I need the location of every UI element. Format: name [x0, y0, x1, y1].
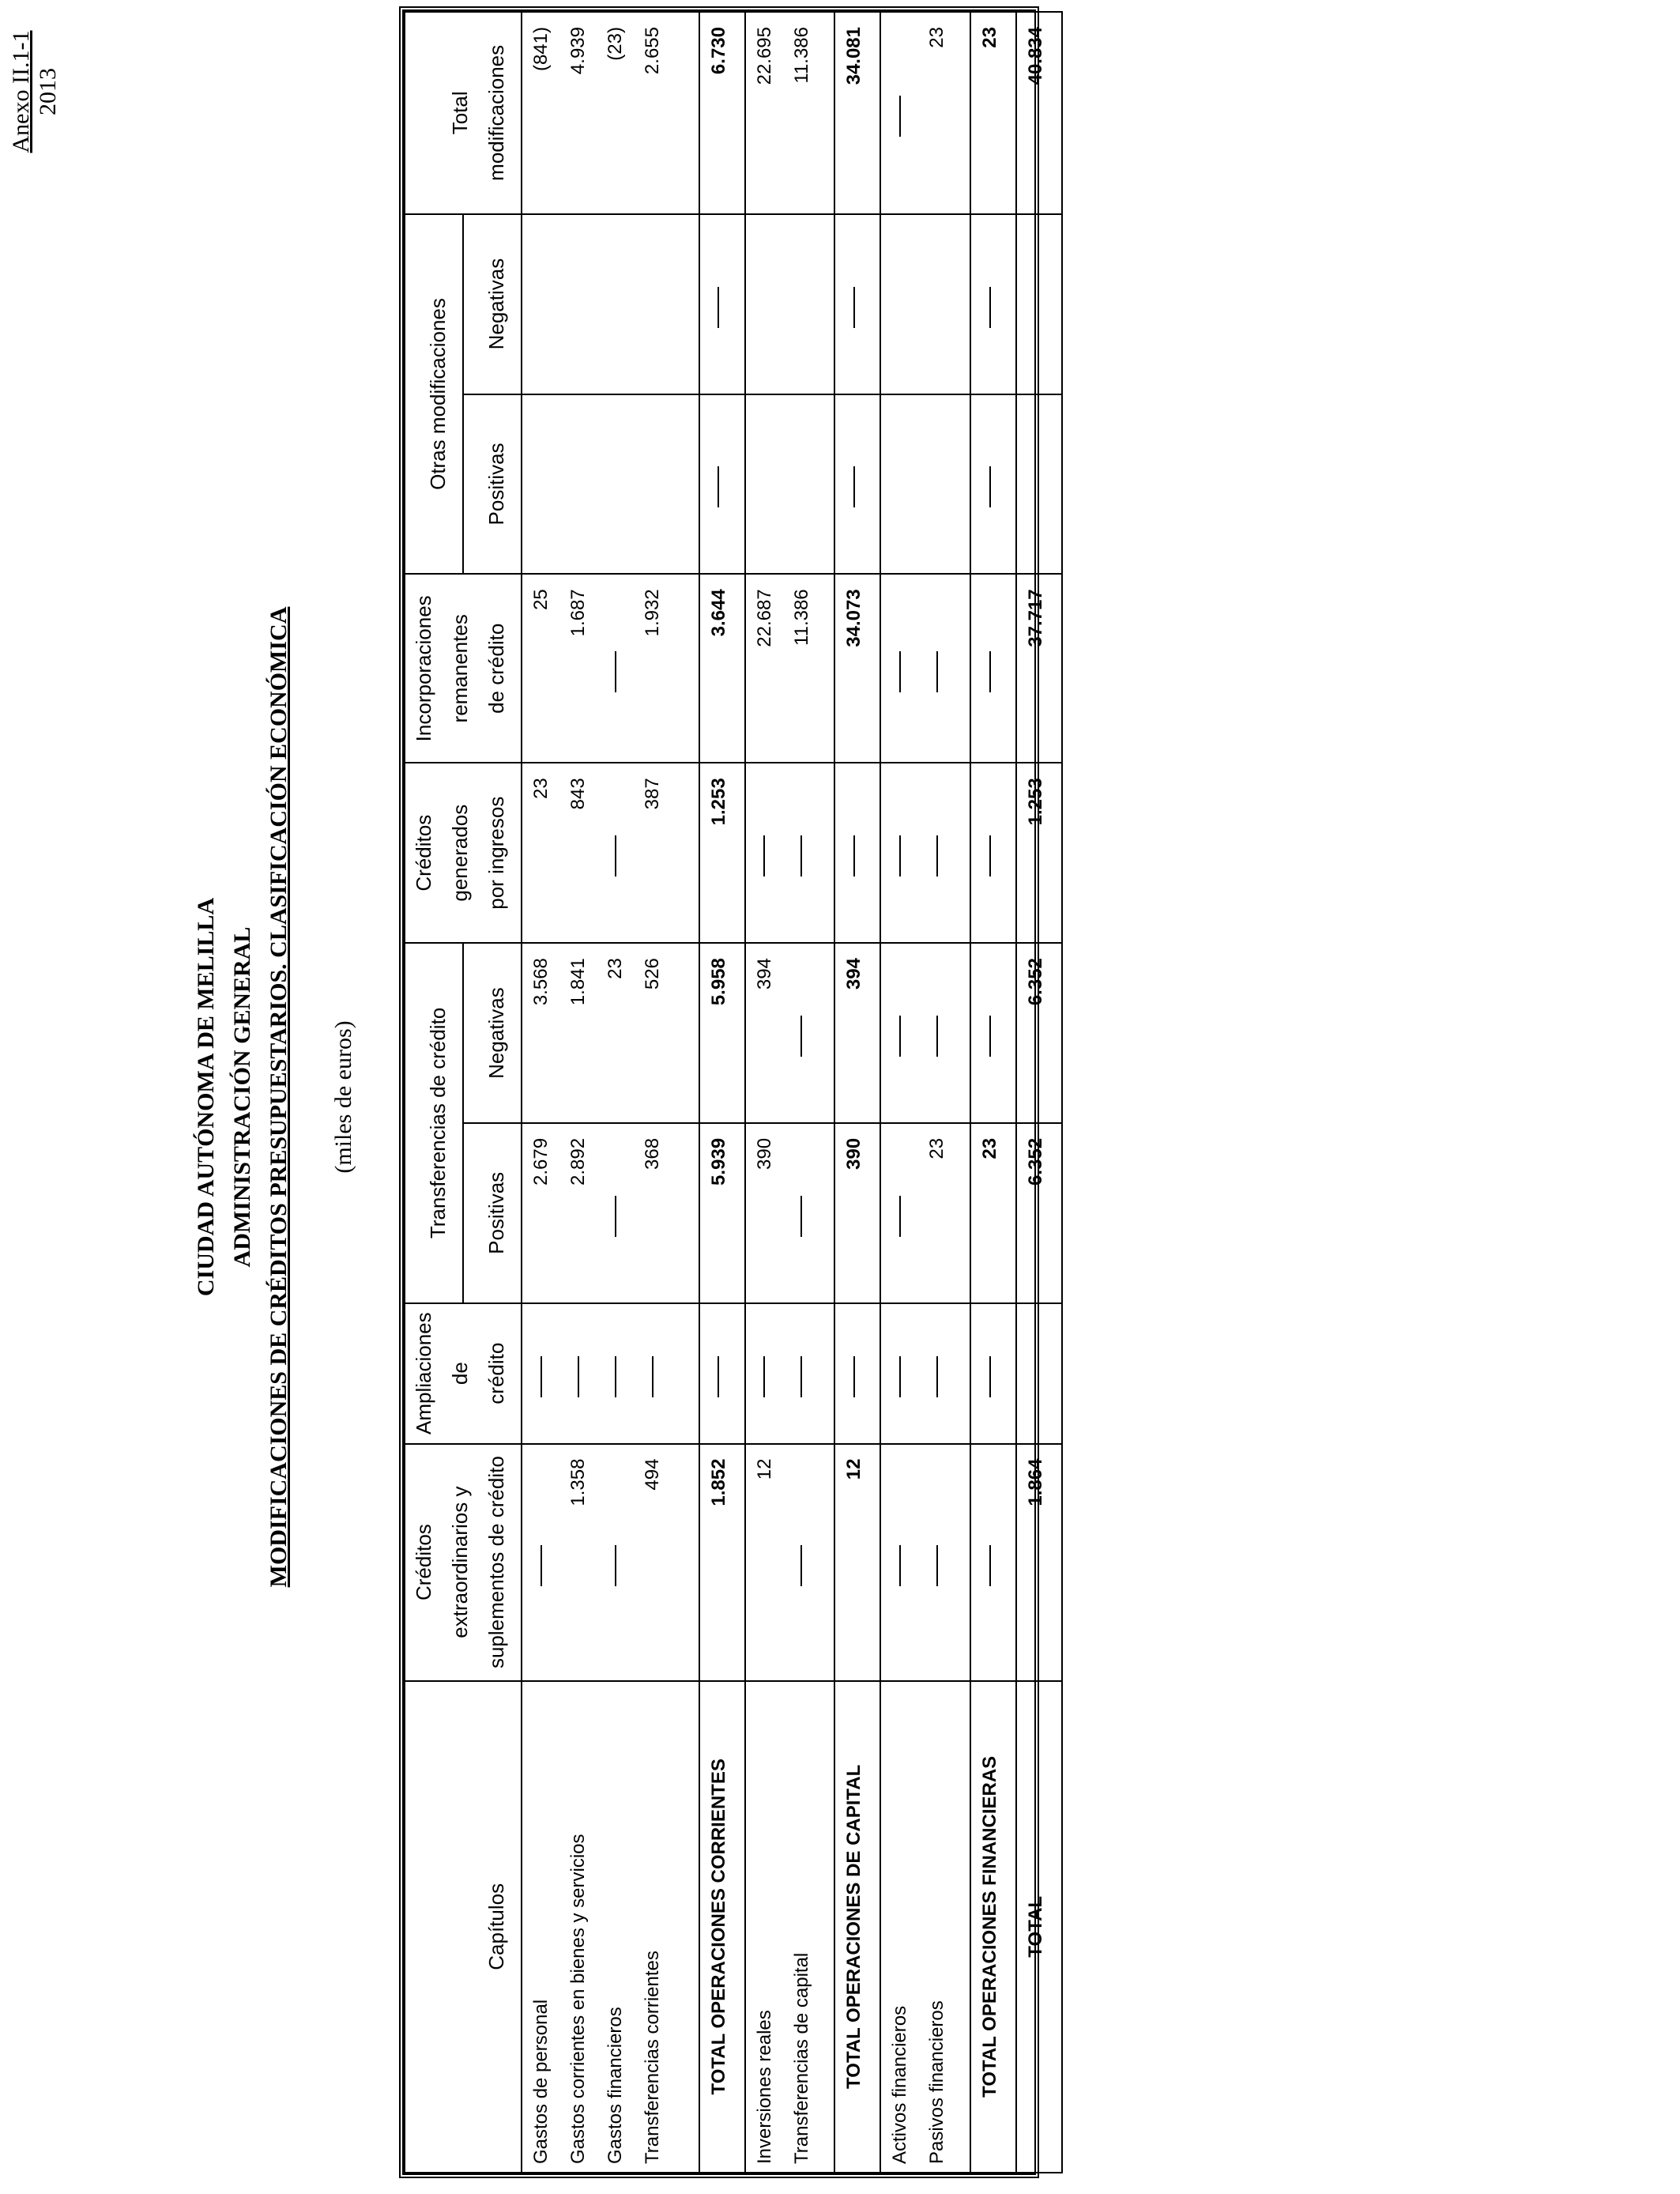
subtotal-value: 34.073: [843, 589, 865, 647]
col-ampliaciones: [745, 1303, 835, 1444]
col-incorporaciones: [522, 574, 699, 763]
subtotal-value-empty: [835, 409, 872, 566]
col-ampliaciones: [880, 1303, 970, 1444]
dash-mark: [853, 1356, 855, 1397]
col-cred_ext: [880, 1444, 970, 1681]
header-generados: [405, 763, 522, 943]
dash-mark: [989, 651, 991, 692]
subtotal-label: [699, 1681, 745, 2173]
subtotal-value: 6.730: [707, 27, 729, 75]
header-otras-text: Otras modificaciones: [426, 298, 450, 490]
subtotal-value: 394: [843, 958, 865, 990]
header-transf-positivas-text: Positivas: [484, 1171, 508, 1254]
col-otras-pos: [745, 394, 835, 575]
grand-total-row: [1016, 12, 1062, 2173]
subtotal-value: 5.958: [707, 958, 729, 1006]
dash-mark: [718, 287, 719, 328]
dash-mark: [800, 1016, 802, 1057]
dash-mark: [989, 835, 991, 876]
cell-cred_ext: 494: [642, 1458, 663, 1491]
col-otras-pos: [522, 394, 699, 575]
cell-incorporaciones-empty: [918, 589, 955, 754]
cell-total: (841): [530, 27, 552, 72]
col-otras-pos: [880, 394, 970, 575]
header-capitulos-text: Capítulos: [484, 1883, 508, 1970]
col-transf_neg: [880, 943, 970, 1123]
cell-ampliaciones-empty: [559, 1318, 597, 1435]
header-amp-3: crédito: [484, 1342, 508, 1404]
subtotal-value: 34.081: [843, 27, 865, 85]
cell-incorporaciones: 1.932: [642, 589, 663, 637]
detail-labels: [522, 1681, 699, 2173]
header-creditos-extraordinarios: [405, 1444, 522, 1681]
dash-mark: [1034, 466, 1036, 507]
header-ce-1: Créditos: [412, 1524, 435, 1601]
subtotal-total: [1016, 12, 1062, 214]
cell-incorporaciones-empty: [597, 589, 634, 754]
subtotal-total: [699, 12, 745, 214]
cell-generados-empty: [746, 778, 783, 934]
subtotal-cred_ext: [970, 1444, 1016, 1681]
subtotal-row: [699, 12, 745, 2173]
dash-mark: [899, 1016, 901, 1057]
annex-year: 2013: [35, 68, 61, 115]
subtotal-value: 40.834: [1024, 27, 1046, 85]
cell-ampliaciones-empty: [522, 1318, 559, 1435]
dash-mark: [853, 466, 855, 507]
document-title-block: [188, 0, 297, 2194]
col-generados: [522, 763, 699, 943]
subtotal-value: 37.717: [1024, 589, 1046, 647]
subtotal-ampliaciones: [834, 1303, 880, 1444]
header-otras-negativas: [463, 214, 522, 394]
cell-incorporaciones: 25: [530, 589, 552, 611]
cell-transf_pos: 390: [753, 1137, 775, 1170]
detail-labels: [745, 1681, 835, 2173]
subtotal-value-empty: [971, 589, 1008, 754]
col-incorporaciones: [745, 574, 835, 763]
detail-rows-financieras: [880, 12, 970, 2173]
cell-cred_ext-empty: [522, 1459, 559, 1672]
cell-ampliaciones-empty: [634, 1318, 671, 1435]
subtotal-incorporaciones: [699, 574, 745, 763]
dash-mark: [1034, 287, 1036, 328]
dash-mark: [652, 1356, 654, 1397]
dash-mark: [989, 1016, 991, 1057]
annex-label: Anexo II.1-1: [8, 30, 34, 153]
subtotal-ampliaciones: [970, 1303, 1016, 1444]
dash-mark: [800, 1356, 802, 1397]
cell-total: 23: [926, 27, 948, 48]
col-otras-neg: [880, 214, 970, 394]
subtotal-otras_pos: [834, 394, 880, 575]
cell-cred_ext: 12: [753, 1458, 775, 1480]
subtotal-label: [970, 1681, 1016, 2173]
header-inc-1: Incorporaciones: [412, 595, 435, 742]
header-inc-3: de crédito: [484, 623, 508, 714]
subtotal-value-empty: [971, 1459, 1008, 1672]
subtotal-value: 12: [843, 1458, 865, 1480]
title-line-1: CIUDAD AUTÓNOMA DE MELILLA: [193, 897, 219, 1297]
cell-generados-empty: [881, 778, 918, 934]
subtotal-incorporaciones: [970, 574, 1016, 763]
subtotal-otras_pos: [970, 394, 1016, 575]
header-otras-positivas-text: Positivas: [484, 443, 508, 526]
cell-transf_pos: 368: [642, 1137, 663, 1170]
header-inc-2: remanentes: [448, 614, 472, 723]
cell-transf_neg: 1.841: [567, 958, 589, 1006]
subtotal-incorporaciones: [1016, 574, 1062, 763]
subtotal-label-text: TOTAL OPERACIONES DE CAPITAL: [843, 1764, 865, 2089]
subtotal-value: 1.852: [707, 1458, 729, 1506]
dash-mark: [989, 1545, 991, 1586]
row-label: Activos financieros: [889, 2005, 911, 2164]
cell-transf_pos-empty: [881, 1138, 918, 1295]
detail-labels: [880, 1681, 970, 2173]
dash-mark: [989, 466, 991, 507]
subtotal-value: 5.939: [707, 1137, 729, 1186]
header-ce-3: suplementos de crédito: [484, 1456, 508, 1669]
cell-transf_neg-empty: [783, 958, 820, 1114]
dash-mark: [578, 1356, 579, 1397]
cell-generados: 23: [530, 778, 552, 799]
subtotal-value-empty: [835, 229, 872, 386]
dash-mark: [763, 835, 765, 876]
subtotal-transf_pos: [1016, 1123, 1062, 1303]
dash-mark: [936, 835, 938, 876]
header-amp-1: Ampliaciones: [412, 1312, 435, 1434]
cell-generados: 387: [642, 778, 663, 810]
subtotal-otras_neg: [834, 214, 880, 394]
subtotal-value: 6.352: [1024, 958, 1046, 1006]
cell-transf_pos-empty: [597, 1138, 634, 1295]
title-line-2: ADMINISTRACIÓN GENERAL: [229, 926, 255, 1268]
subtotal-value-empty: [835, 778, 872, 934]
cell-total: 22.695: [753, 27, 775, 85]
dash-mark: [936, 1545, 938, 1586]
col-generados: [880, 763, 970, 943]
col-total: [880, 12, 970, 214]
subtotal-ampliaciones: [699, 1303, 745, 1444]
subtotal-otras_neg: [970, 214, 1016, 394]
header-transferencias: [405, 943, 463, 1303]
subtotal-otras_neg: [699, 214, 745, 394]
header-transf-negativas: [463, 943, 522, 1123]
cell-total: 4.939: [567, 27, 589, 75]
cell-incorporaciones-empty: [881, 589, 918, 754]
header-capitulos: [405, 1681, 522, 2173]
header-otras-modificaciones: [405, 214, 463, 575]
subtotal-transf_neg: [970, 943, 1016, 1123]
dash-mark: [899, 651, 901, 692]
cell-incorporaciones: 11.386: [790, 589, 812, 646]
header-ampliaciones: [405, 1303, 522, 1444]
subtotal-value-empty: [835, 1318, 872, 1435]
row-label: Gastos corrientes en bienes y servicios: [567, 1834, 589, 2164]
dash-mark: [615, 1196, 616, 1237]
subtotal-value: 390: [843, 1137, 865, 1170]
subtotal-generados: [970, 763, 1016, 943]
header-total-1: Total: [448, 91, 472, 135]
cell-cred_ext-empty: [881, 1459, 918, 1672]
cell-total: (23): [605, 27, 626, 61]
subtotal-ampliaciones: [1016, 1303, 1062, 1444]
cell-total-empty: [881, 27, 918, 205]
cell-ampliaciones-empty: [597, 1318, 634, 1435]
dash-mark: [853, 835, 855, 876]
cell-ampliaciones-empty: [881, 1318, 918, 1435]
col-transf_pos: [745, 1123, 835, 1303]
subtotal-label-text: TOTAL OPERACIONES FINANCIERAS: [979, 1755, 1000, 2098]
dash-mark: [853, 287, 855, 328]
header-incorporaciones: [405, 574, 522, 763]
header-total-2: modificaciones: [484, 44, 508, 181]
subtotal-value: 1.864: [1024, 1458, 1046, 1506]
dash-mark: [989, 287, 991, 328]
subtotal-value-empty: [700, 409, 737, 566]
subtotal-transf_neg: [834, 943, 880, 1123]
subtotal-label-text: TOTAL: [1024, 1895, 1046, 1958]
subtotal-transf_neg: [699, 943, 745, 1123]
col-ampliaciones: [522, 1303, 699, 1444]
subtotal-value-empty: [971, 778, 1008, 934]
dash-mark: [800, 1196, 802, 1237]
subtotal-label: [1016, 1681, 1062, 2173]
title-line-3: MODIFICACIONES DE CRÉDITOS PRESUPUESTARIOS. CLASIFICACIÓN ECONÓMICA: [266, 606, 292, 1588]
subtotal-row: [970, 12, 1016, 2173]
cell-transf_neg: 23: [605, 958, 626, 979]
col-transf_neg: [745, 943, 835, 1123]
subtotal-label-text: TOTAL OPERACIONES CORRIENTES: [707, 1759, 729, 2095]
header-otras-positivas: [463, 394, 522, 575]
subtotal-incorporaciones: [834, 574, 880, 763]
dash-mark: [899, 1356, 901, 1397]
col-transf_pos: [522, 1123, 699, 1303]
col-generados: [745, 763, 835, 943]
subtotal-value-empty: [700, 1318, 737, 1435]
cell-transf_neg-empty: [918, 958, 955, 1114]
cell-incorporaciones: 1.687: [567, 589, 589, 637]
subtotal-otras_neg: [1016, 214, 1062, 394]
cell-transf_neg: 526: [642, 958, 663, 990]
cell-generados-empty: [918, 778, 955, 934]
dash-mark: [989, 1356, 991, 1397]
dash-mark: [718, 466, 719, 507]
subtotal-transf_pos: [834, 1123, 880, 1303]
cell-generados-empty: [597, 778, 634, 934]
header-gen-2: generados: [448, 804, 472, 902]
col-cred_ext: [745, 1444, 835, 1681]
subtotal-cred_ext: [699, 1444, 745, 1681]
col-incorporaciones: [880, 574, 970, 763]
dash-mark: [541, 1545, 542, 1586]
subtotal-otras_pos: [699, 394, 745, 575]
col-transf_pos: [880, 1123, 970, 1303]
subtotal-generados: [699, 763, 745, 943]
dash-mark: [800, 1545, 802, 1586]
cell-transf_pos-empty: [783, 1138, 820, 1295]
cell-cred_ext: 1.358: [567, 1458, 589, 1506]
col-total: [522, 12, 699, 214]
subtotal-value-empty: [700, 229, 737, 386]
dash-mark: [615, 1356, 616, 1397]
subtotal-value: 23: [979, 1137, 1000, 1159]
row-label: Gastos de personal: [530, 1999, 552, 2164]
modifications-table: [404, 11, 1063, 2173]
col-otras-neg: [745, 214, 835, 394]
cell-incorporaciones: 22.687: [753, 589, 775, 647]
header-ce-2: extraordinarios y: [448, 1486, 472, 1638]
cell-ampliaciones-empty: [783, 1318, 820, 1435]
header-transferencias-text: Transferencias de crédito: [426, 1007, 450, 1239]
subtotal-transf_pos: [699, 1123, 745, 1303]
detail-rows-corrientes: [522, 12, 699, 2173]
header-transf-negativas-text: Negativas: [484, 987, 508, 1079]
cell-generados: 843: [567, 778, 589, 810]
subtotal-value-empty: [971, 229, 1008, 386]
subtotal-total: [970, 12, 1016, 214]
subtotal-total: [834, 12, 880, 214]
header-gen-3: por ingresos: [484, 796, 508, 910]
dash-mark: [936, 1356, 938, 1397]
cell-cred_ext-empty: [918, 1459, 955, 1672]
dash-mark: [899, 1196, 901, 1237]
subtotal-value: 1.253: [1024, 778, 1046, 826]
subtotal-transf_neg: [1016, 943, 1062, 1123]
header-amp-2: de: [448, 1362, 472, 1385]
cell-cred_ext-empty: [597, 1459, 634, 1672]
cell-total: 2.655: [642, 27, 663, 75]
cell-generados-empty: [783, 778, 820, 934]
subtotal-otras_pos: [1016, 394, 1062, 575]
subtotal-generados: [1016, 763, 1062, 943]
cell-cred_ext-empty: [783, 1459, 820, 1672]
dash-mark: [899, 96, 901, 137]
dash-mark: [936, 1016, 938, 1057]
dash-mark: [718, 1356, 719, 1397]
header-gen-1: Créditos: [412, 814, 435, 892]
annex-reference: [8, 13, 62, 171]
subtotal-value-empty: [971, 958, 1008, 1114]
subtotal-value-empty: [1017, 1318, 1054, 1435]
dash-mark: [899, 1545, 901, 1586]
cell-transf_neg: 394: [753, 958, 775, 990]
subtotal-generados: [834, 763, 880, 943]
dash-mark: [800, 835, 802, 876]
subtotal-value: 1.253: [707, 778, 729, 826]
dash-mark: [615, 1545, 616, 1586]
dash-mark: [936, 651, 938, 692]
dash-mark: [763, 1356, 765, 1397]
cell-total: 11.386: [790, 27, 812, 84]
col-transf_neg: [522, 943, 699, 1123]
col-total: [745, 12, 835, 214]
subtotal-value-empty: [971, 1318, 1008, 1435]
subtotal-label: [834, 1681, 880, 2173]
cell-transf_neg-empty: [881, 958, 918, 1114]
cell-transf_pos: 2.892: [567, 1137, 589, 1186]
modifications-table-frame: [399, 6, 1046, 2178]
subtotal-value: 6.352: [1024, 1137, 1046, 1186]
subtotal-cred_ext: [834, 1444, 880, 1681]
dash-mark: [615, 835, 616, 876]
dash-mark: [1034, 1356, 1036, 1397]
header-total: [405, 12, 522, 214]
col-cred_ext: [522, 1444, 699, 1681]
subtotal-row: [834, 12, 880, 2173]
row-label: Transferencias de capital: [790, 1952, 812, 2164]
units-note: (miles de euros): [330, 1020, 356, 1174]
col-otras-neg: [522, 214, 699, 394]
row-label: Inversiones reales: [753, 2010, 775, 2164]
subtotal-value: 23: [979, 27, 1000, 48]
dash-mark: [615, 651, 616, 692]
row-label: Gastos financieros: [605, 2007, 626, 2164]
cell-transf_pos: 2.679: [530, 1137, 552, 1186]
row-label: Pasivos financieros: [926, 2000, 948, 2164]
cell-ampliaciones-empty: [918, 1318, 955, 1435]
subtotal-transf_pos: [970, 1123, 1016, 1303]
dash-mark: [899, 835, 901, 876]
subtotal-value: 3.644: [707, 589, 729, 637]
cell-ampliaciones-empty: [746, 1318, 783, 1435]
cell-transf_pos: 23: [926, 1137, 948, 1159]
header-otras-negativas-text: Negativas: [484, 258, 508, 350]
subtotal-value-empty: [1017, 409, 1054, 566]
subtotal-cred_ext: [1016, 1444, 1062, 1681]
detail-rows-capital: [745, 12, 835, 2173]
subtotal-value-empty: [971, 409, 1008, 566]
header-transf-positivas: [463, 1123, 522, 1303]
cell-transf_neg: 3.568: [530, 958, 552, 1006]
dash-mark: [541, 1356, 542, 1397]
row-label: Transferencias corrientes: [642, 1951, 663, 2164]
subtotal-value-empty: [1017, 229, 1054, 386]
